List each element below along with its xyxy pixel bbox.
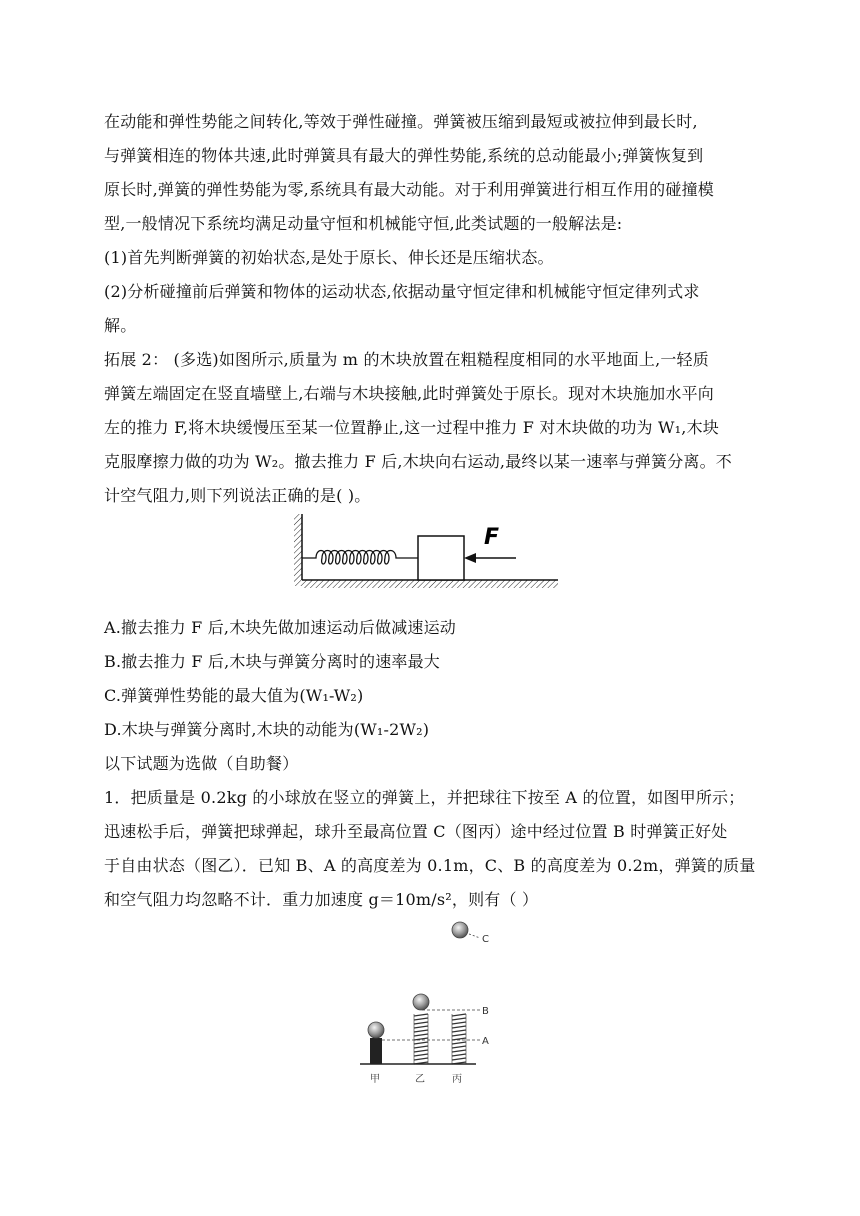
paragraph-line: 计空气阻力,则下列说法正确的是( )。 xyxy=(104,486,371,505)
force-arrow xyxy=(464,553,516,563)
spring-block-figure xyxy=(286,510,562,590)
wall xyxy=(294,514,302,586)
option-c: C.弹簧弹性势能的最大值为(W₁-W₂) xyxy=(104,686,364,705)
label-jia: 甲 xyxy=(370,1074,380,1085)
paragraph-line: 解。 xyxy=(104,316,137,335)
paragraph-line: 型,一般情况下系统均满足动量守恒和机械能守恒,此类试题的一般解法是: xyxy=(104,214,623,233)
paragraph-line: 左的推力 F,将木块缓慢压至某一位置静止,这一过程中推力 F 对木块做的功为 W₁,木块 xyxy=(104,418,719,437)
question-line: 迅速松手后，弹簧把球弹起，球升至最高位置 C（图丙）途中经过位置 B 时弹簧正好处 xyxy=(104,822,728,841)
ball-c xyxy=(452,922,468,938)
label-c: C xyxy=(482,934,489,945)
label-yi: 乙 xyxy=(415,1074,425,1085)
force-label: F xyxy=(484,525,500,550)
question-line: 于自由状态（图乙）．已知 B、A 的高度差为 0.1m，C、B 的高度差为 0.2m，弹簧的质量 xyxy=(104,856,756,875)
label-b: B xyxy=(482,1006,489,1017)
paragraph-line: 弹簧左端固定在竖直墙壁上,右端与木块接触,此时弹簧处于原长。现对木块施加水平向 xyxy=(104,384,714,403)
label-a: A xyxy=(482,1036,489,1047)
option-a: A.撤去推力 F 后,木块先做加速运动后做减速运动 xyxy=(104,618,457,637)
section-title: 以下试题为选做（自助餐） xyxy=(104,754,299,773)
paragraph-line: 与弹簧相连的物体共速,此时弹簧具有最大的弹性势能,系统的总动能最小;弹簧恢复到 xyxy=(104,146,704,165)
paragraph-line: 原长时,弹簧的弹性势能为零,系统具有最大动能。对于利用弹簧进行相互作用的碰撞模 xyxy=(104,180,714,199)
ball-spring-figure xyxy=(352,914,512,1090)
spring-bing xyxy=(452,1014,466,1064)
paragraph-line: 在动能和弹性势能之间转化,等效于弹性碰撞。弹簧被压缩到最短或被拉伸到最长时, xyxy=(104,112,698,131)
wooden-block xyxy=(418,536,464,580)
option-d: D.木块与弹簧分离时,木块的动能为(W₁-2W₂) xyxy=(104,720,430,739)
ball-b xyxy=(413,994,429,1010)
paragraph-line: (1)首先判断弹簧的初始状态,是处于原长、伸长还是压缩状态。 xyxy=(104,248,554,267)
spring-jia xyxy=(368,1022,384,1064)
ground xyxy=(302,580,558,588)
paragraph-line: 克服摩擦力做的功为 W₂。撤去推力 F 后,木块向右运动,最终以某一速率与弹簧分离。不 xyxy=(104,452,732,471)
spring-yi xyxy=(414,1014,428,1064)
question-line: 和空气阻力均忽略不计．重力加速度 g＝10m/s²，则有（ ） xyxy=(104,890,539,909)
label-bing: 丙 xyxy=(452,1074,462,1085)
spring xyxy=(302,551,418,565)
paragraph-line: (2)分析碰撞前后弹簧和物体的运动状态,依据动量守恒定律和机械能守恒定律列式求 xyxy=(104,282,700,301)
paragraph-line: 拓展 2： (多选)如图所示,质量为 m 的木块放置在粗糙程度相同的水平地面上,一轻质 xyxy=(104,350,709,369)
question-line: 1．把质量是 0.2kg 的小球放在竖立的弹簧上，并把球往下按至 A 的位置，如图甲所示； xyxy=(104,788,745,807)
option-b: B.撤去推力 F 后,木块与弹簧分离时的速率最大 xyxy=(104,652,441,671)
